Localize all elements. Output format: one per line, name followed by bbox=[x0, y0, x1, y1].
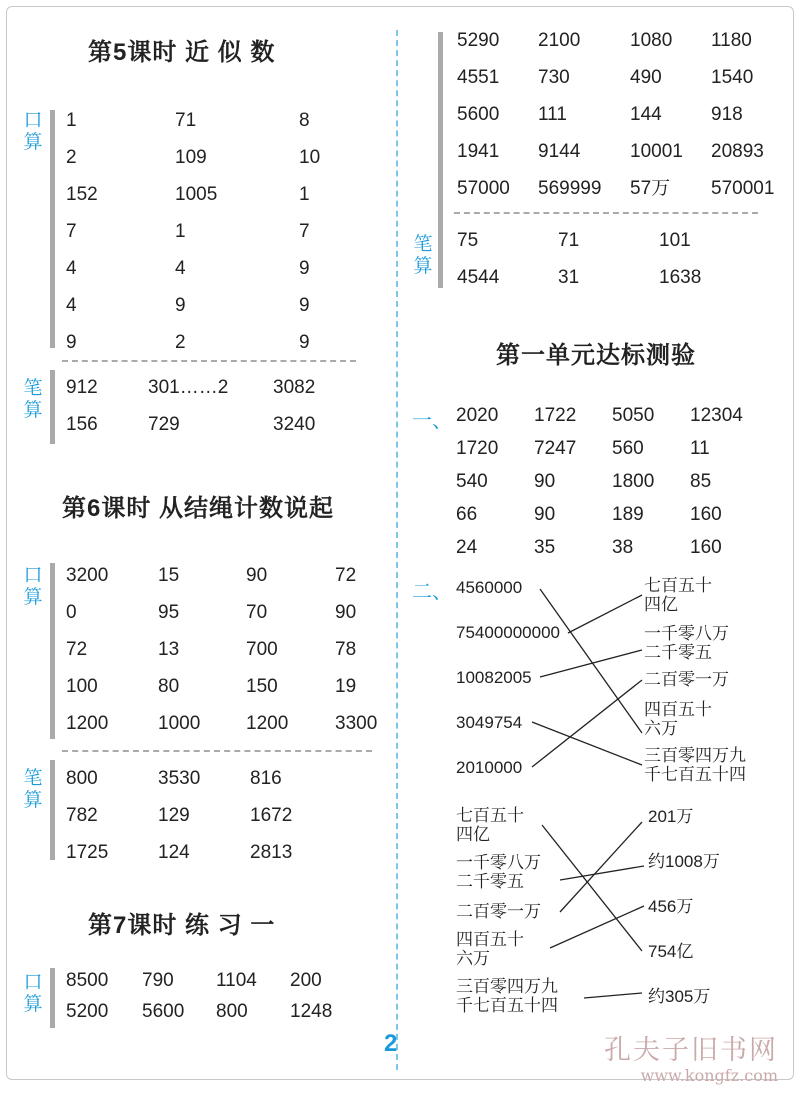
answer: 1725 bbox=[66, 842, 109, 863]
match-left-item: 2010000 bbox=[456, 758, 523, 777]
answer: 1005 bbox=[175, 184, 218, 205]
answer: 540 bbox=[456, 471, 488, 492]
answer: 1180 bbox=[711, 30, 752, 51]
match-left-item: 4560000 bbox=[456, 578, 523, 597]
match-right-item: 四百五十 六万 bbox=[644, 700, 712, 738]
match-left-item: 七百五十 四亿 bbox=[456, 806, 524, 844]
match-left-item: 三百零四万九 千七百五十四 bbox=[456, 977, 558, 1015]
answer: 1672 bbox=[250, 805, 293, 826]
lesson6-title: 第6课时 从结绳计数说起 bbox=[62, 495, 335, 522]
answer: 782 bbox=[66, 805, 98, 826]
written-label-l5: 笔 算 bbox=[23, 378, 43, 421]
answer: 72 bbox=[66, 639, 88, 660]
answer: 7 bbox=[66, 221, 77, 242]
section1-label: 一、 bbox=[412, 410, 452, 432]
answer: 9 bbox=[66, 332, 77, 353]
match-right-item: 约1008万 bbox=[648, 852, 720, 871]
answer: 15 bbox=[158, 565, 180, 586]
answer: 5290 bbox=[457, 30, 500, 51]
match-right-item: 七百五十 四亿 bbox=[644, 576, 712, 614]
answer: 20893 bbox=[711, 141, 764, 162]
answer: 3200 bbox=[66, 565, 109, 586]
match-right-item: 一千零八万 二千零五 bbox=[644, 624, 729, 662]
answer: 3530 bbox=[158, 768, 201, 789]
answer: 2813 bbox=[250, 842, 293, 863]
watermark-title: 孔夫子旧书网 bbox=[604, 1035, 778, 1066]
written-label-l6: 笔 算 bbox=[23, 768, 43, 811]
answer: 66 bbox=[456, 504, 478, 525]
answer: 816 bbox=[250, 768, 282, 789]
answer: 1104 bbox=[216, 970, 257, 991]
answer: 1080 bbox=[630, 30, 673, 51]
answer: 9 bbox=[175, 295, 186, 316]
match-left-item: 75400000000 bbox=[456, 623, 561, 642]
answer: 9144 bbox=[538, 141, 581, 162]
answer: 490 bbox=[630, 67, 662, 88]
answer: 301……2 bbox=[148, 377, 229, 398]
answer: 560 bbox=[612, 438, 644, 459]
answer: 1540 bbox=[711, 67, 754, 88]
answer: 200 bbox=[290, 970, 322, 991]
answer: 10 bbox=[299, 147, 321, 168]
match-line bbox=[584, 993, 642, 998]
answer: 570001 bbox=[711, 178, 775, 199]
answer: 72 bbox=[335, 565, 357, 586]
answer: 100 bbox=[66, 676, 98, 697]
answer: 3082 bbox=[273, 377, 316, 398]
answer: 111 bbox=[538, 104, 567, 125]
answer: 90 bbox=[246, 565, 268, 586]
answer: 152 bbox=[66, 184, 98, 205]
answer: 1722 bbox=[534, 405, 577, 426]
answer: 90 bbox=[335, 602, 357, 623]
match-right-item: 三百零四万九 千七百五十四 bbox=[644, 746, 746, 784]
match-line bbox=[532, 722, 642, 765]
answer: 800 bbox=[216, 1001, 248, 1022]
answer: 730 bbox=[538, 67, 570, 88]
answer: 80 bbox=[158, 676, 180, 697]
answer: 2020 bbox=[456, 405, 499, 426]
match-right-item: 约305万 bbox=[648, 987, 711, 1006]
answer: 144 bbox=[630, 104, 662, 125]
answer: 124 bbox=[158, 842, 190, 863]
written-label-right: 笔 算 bbox=[413, 234, 433, 277]
answer: 38 bbox=[612, 537, 634, 558]
answer: 13 bbox=[158, 639, 180, 660]
answer: 4 bbox=[66, 295, 77, 316]
answer: 10001 bbox=[630, 141, 683, 162]
answer: 1000 bbox=[158, 713, 201, 734]
answer: 918 bbox=[711, 104, 743, 125]
answer: 75 bbox=[457, 230, 479, 251]
answer: 2100 bbox=[538, 30, 581, 51]
answer: 109 bbox=[175, 147, 207, 168]
oral-label-l6: 口 算 bbox=[23, 565, 43, 608]
oral-label-l7: 口 算 bbox=[23, 972, 43, 1015]
answer: 189 bbox=[612, 504, 644, 525]
answer: 1200 bbox=[66, 713, 109, 734]
answer: 790 bbox=[142, 970, 174, 991]
answer: 19 bbox=[335, 676, 357, 697]
answer: 1 bbox=[299, 184, 310, 205]
match-left-item: 3049754 bbox=[456, 713, 523, 732]
answer: 78 bbox=[335, 639, 357, 660]
answer: 7247 bbox=[534, 438, 577, 459]
match-line bbox=[532, 680, 642, 767]
answer: 160 bbox=[690, 537, 722, 558]
match-line bbox=[550, 906, 644, 948]
answer: 129 bbox=[158, 805, 190, 826]
match-line bbox=[540, 589, 642, 733]
match-line bbox=[568, 595, 642, 633]
answer: 11 bbox=[690, 438, 710, 459]
answer: 1 bbox=[175, 221, 186, 242]
answer: 8500 bbox=[66, 970, 109, 991]
answer: 70 bbox=[246, 602, 268, 623]
unit-test-title: 第一单元达标测验 bbox=[496, 342, 696, 369]
answer: 31 bbox=[558, 267, 580, 288]
match-line bbox=[540, 650, 642, 677]
answer: 12304 bbox=[690, 405, 743, 426]
answer: 800 bbox=[66, 768, 98, 789]
answer: 4 bbox=[66, 258, 77, 279]
answer: 5600 bbox=[457, 104, 500, 125]
match-left-item: 10082005 bbox=[456, 668, 532, 687]
answer: 569999 bbox=[538, 178, 602, 199]
answer: 700 bbox=[246, 639, 278, 660]
answer: 5200 bbox=[66, 1001, 109, 1022]
answer: 57000 bbox=[457, 178, 510, 199]
match-right-item: 201万 bbox=[648, 807, 694, 826]
answer: 71 bbox=[558, 230, 580, 251]
match-line bbox=[560, 866, 644, 880]
answer: 1941 bbox=[457, 141, 500, 162]
answer: 90 bbox=[534, 504, 556, 525]
lesson5-title: 第5课时 近 似 数 bbox=[88, 39, 276, 66]
answer: 57万 bbox=[630, 178, 671, 199]
answer: 1638 bbox=[659, 267, 702, 288]
answer: 5050 bbox=[612, 405, 655, 426]
match-right-item: 456万 bbox=[648, 897, 694, 916]
answer: 35 bbox=[534, 537, 556, 558]
match-line bbox=[542, 825, 642, 951]
answer: 160 bbox=[690, 504, 722, 525]
answer: 2 bbox=[66, 147, 77, 168]
answer: 1800 bbox=[612, 471, 655, 492]
answer: 90 bbox=[534, 471, 556, 492]
page-number: 2 bbox=[384, 1030, 398, 1057]
answer: 85 bbox=[690, 471, 712, 492]
match-left-item: 二百零一万 bbox=[456, 902, 541, 921]
answer: 2 bbox=[175, 332, 186, 353]
match-right-item: 二百零一万 bbox=[644, 670, 729, 689]
answer: 4544 bbox=[457, 267, 500, 288]
answer: 9 bbox=[299, 258, 310, 279]
answer: 1 bbox=[66, 110, 77, 131]
answer: 101 bbox=[659, 230, 691, 251]
answer: 0 bbox=[66, 602, 77, 623]
section2-label: 二、 bbox=[412, 581, 452, 603]
answer: 1720 bbox=[456, 438, 499, 459]
answer: 24 bbox=[456, 537, 478, 558]
answer: 729 bbox=[148, 414, 180, 435]
answer: 7 bbox=[299, 221, 310, 242]
answer: 4551 bbox=[457, 67, 500, 88]
answer: 5600 bbox=[142, 1001, 185, 1022]
answer: 9 bbox=[299, 332, 310, 353]
lesson7-title: 第7课时 练 习 一 bbox=[88, 912, 276, 939]
answer: 4 bbox=[175, 258, 186, 279]
answer: 8 bbox=[299, 110, 310, 131]
answer: 3240 bbox=[273, 414, 316, 435]
answer: 156 bbox=[66, 414, 98, 435]
answer: 912 bbox=[66, 377, 98, 398]
answer: 1248 bbox=[290, 1001, 333, 1022]
answer: 9 bbox=[299, 295, 310, 316]
match-left-item: 四百五十 六万 bbox=[456, 930, 524, 968]
watermark-url: www.kongfz.com bbox=[640, 1066, 778, 1085]
answer: 95 bbox=[158, 602, 180, 623]
match-left-item: 一千零八万 二千零五 bbox=[456, 853, 541, 891]
answer: 150 bbox=[246, 676, 278, 697]
answer: 1200 bbox=[246, 713, 289, 734]
match-right-item: 754亿 bbox=[648, 942, 694, 961]
answer: 3300 bbox=[335, 713, 378, 734]
oral-label-l5: 口 算 bbox=[23, 110, 43, 153]
answer: 71 bbox=[175, 110, 197, 131]
